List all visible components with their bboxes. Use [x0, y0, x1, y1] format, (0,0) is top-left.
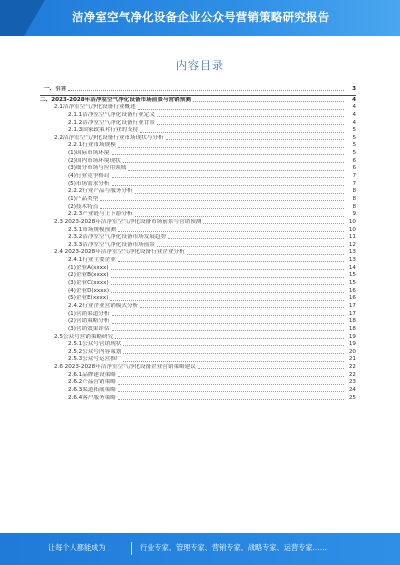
toc-dot-leader — [118, 391, 344, 392]
toc-entry[interactable] — [40, 97, 356, 105]
footer-slogan-right: 行业专家、管理专家、营销专家、战略专家、运营专家…… — [140, 543, 327, 552]
toc-page-number: 3 — [352, 86, 356, 92]
toc-dot-leader — [112, 185, 345, 186]
toc-entry-label: 2.3.2洁净室空气净化设备市场发展趋势 — [68, 234, 167, 241]
toc-dot-leader — [138, 109, 344, 110]
toc-entry[interactable] — [40, 120, 356, 128]
toc-page-number: 14 — [348, 264, 356, 271]
toc-dot-leader — [118, 384, 344, 385]
header-decoration — [0, 0, 60, 36]
toc-entry-label: (3)企业C(xxxx) — [68, 280, 109, 287]
toc-page-number: 21 — [348, 356, 356, 363]
toc-entry[interactable] — [40, 272, 356, 280]
toc-entry[interactable] — [40, 387, 356, 395]
toc-page-number: 4 — [352, 119, 356, 126]
toc-page-number: 19 — [348, 341, 356, 348]
toc-entry[interactable] — [40, 341, 356, 349]
toc-page-number: 4 — [352, 104, 356, 111]
toc-page-number: 22 — [348, 371, 356, 378]
toc-page-number: 17 — [348, 302, 356, 309]
toc-entry[interactable] — [40, 165, 356, 173]
toc-page-number: 8 — [352, 188, 356, 195]
toc-dot-leader — [118, 261, 344, 262]
toc-dot-leader — [135, 193, 344, 194]
toc-dot-leader — [112, 154, 345, 155]
toc-entry-label: (1)产品类型 — [68, 195, 99, 202]
toc-dot-leader — [166, 139, 344, 140]
toc-page-number: 13 — [348, 249, 356, 256]
toc-entry[interactable] — [40, 181, 356, 189]
toc-entry[interactable] — [40, 135, 356, 143]
toc-entry[interactable] — [40, 196, 356, 204]
toc-dot-leader — [198, 368, 344, 369]
toc-page-number: 16 — [348, 295, 356, 302]
toc-dot-leader — [115, 338, 344, 339]
toc-entry[interactable] — [40, 86, 356, 94]
toc-dot-leader — [111, 277, 344, 278]
toc-entry[interactable] — [40, 249, 356, 257]
toc-page-number: 15 — [348, 272, 356, 279]
toc-entry-label: 2.3 2023-2028年洁净室空气净化设备市场前景与营销预测 — [54, 218, 202, 225]
toc-dot-leader — [112, 315, 345, 316]
toc-page-number: 12 — [348, 241, 356, 248]
toc-page-number: 15 — [348, 280, 356, 287]
toc-page-number: 16 — [348, 287, 356, 294]
toc-entry[interactable] — [40, 234, 356, 242]
toc-page-number: 5 — [352, 134, 356, 141]
toc-page-number: 25 — [348, 394, 356, 401]
toc-entry-label: 2.2.1行业市场规模 — [68, 142, 116, 149]
toc-entry-label: (2)技术特点 — [68, 203, 99, 210]
toc-dot-leader — [100, 208, 344, 209]
toc-entry[interactable] — [40, 280, 356, 288]
toc-dot-leader — [140, 132, 344, 133]
toc-entry-label: 2.4 2023-2028年洁净室空气净化设备行业企业分析 — [54, 249, 185, 256]
toc-entry[interactable] — [40, 112, 356, 120]
toc-page-number: 6 — [352, 157, 356, 164]
toc-heading: 内容目录 — [176, 59, 224, 72]
toc-entry-label: (1)企业A(xxxx) — [68, 264, 109, 271]
footer-slogan-left: 让每个人都能成为 — [48, 543, 106, 552]
toc-dot-leader — [68, 90, 344, 91]
toc-entry[interactable] — [40, 311, 356, 319]
toc-entry-label: (2)国内市场环境现状 — [68, 157, 121, 164]
toc-entry-label: 2.1.2洁净室空气净化设备行业背景 — [68, 119, 155, 126]
toc-entry[interactable] — [40, 372, 356, 380]
toc-page-number: 11 — [348, 234, 356, 241]
toc-entry-label: (5)企业E(xxxx) — [68, 295, 109, 302]
toc-dot-leader — [135, 216, 344, 217]
toc-entry-label: 2.6.4客户服务策略 — [68, 394, 116, 401]
toc-entry[interactable] — [40, 356, 356, 364]
toc-dot-leader — [118, 231, 344, 232]
toc-entry[interactable] — [40, 318, 356, 326]
toc-entry[interactable] — [40, 158, 356, 166]
toc-entry-label: 2.6.1品牌建设策略 — [68, 371, 116, 378]
toc-page-number: 5 — [352, 150, 356, 157]
toc-entry-label: (3)营销效果评估 — [68, 325, 110, 332]
toc-entry-label: 2.6.3渠道拓展策略 — [68, 386, 116, 393]
toc-entry-label: 2.5.3公众号运营推广 — [68, 356, 122, 363]
toc-entry[interactable] — [40, 379, 356, 387]
toc-dot-leader — [128, 170, 344, 171]
toc-dot-leader — [112, 177, 345, 178]
toc-entry[interactable] — [40, 242, 356, 250]
toc-entry[interactable] — [40, 150, 356, 158]
toc-entry[interactable] — [40, 227, 356, 235]
toc-entry-label: 2.1洁净室空气净化设备行业概述 — [54, 104, 136, 111]
toc-page-number: 17 — [348, 310, 356, 317]
toc-entry[interactable] — [40, 326, 356, 334]
toc-dot-leader — [157, 116, 344, 117]
toc-entry-label: (5)市场需求分析 — [68, 180, 110, 187]
toc-page-number: 18 — [348, 318, 356, 325]
toc-entry[interactable] — [40, 142, 356, 150]
toc-entry[interactable] — [40, 288, 356, 296]
toc-entry-label: 2.4.2行业企业营销模式分析 — [68, 302, 139, 309]
toc-dot-leader — [112, 330, 345, 331]
toc-entry[interactable] — [40, 104, 356, 112]
report-title: 洁净室空气净化设备企业公众号营销策略研究报告 — [72, 10, 330, 24]
toc-page-number: 22 — [348, 364, 356, 371]
toc-dot-leader — [111, 292, 344, 293]
toc-page-number: 10 — [348, 218, 356, 225]
toc-entry-label: 2.2.2行业产品与服务分析 — [68, 188, 133, 195]
toc-entry-label: 2.3.3洁净室空气净化设备市场前景 — [68, 241, 155, 248]
toc-dot-leader — [168, 238, 344, 239]
toc-page-number: 20 — [348, 348, 356, 355]
page-footer — [0, 533, 400, 565]
toc-dot-leader — [110, 300, 344, 301]
toc-dot-leader — [111, 284, 344, 285]
toc-dot-leader — [193, 101, 344, 102]
toc-page-number: 7 — [352, 180, 356, 187]
toc-entry[interactable] — [40, 334, 356, 342]
toc-dot-leader — [187, 254, 344, 255]
toc-page-number: 4 — [352, 96, 356, 103]
toc-dot-leader — [123, 361, 344, 362]
toc-entry-label: (3)细分市场与应用领域 — [68, 165, 127, 172]
toc-dot-leader — [157, 124, 344, 125]
toc-page-number: 5 — [352, 142, 356, 149]
toc-dot-leader — [123, 353, 344, 354]
table-of-contents — [40, 86, 356, 402]
toc-page-number: 5 — [352, 127, 356, 134]
toc-entry[interactable] — [40, 349, 356, 357]
toc-page-number: 23 — [348, 379, 356, 386]
toc-dot-leader — [140, 307, 344, 308]
toc-entry-label: 二、2023-2028年洁净室空气净化设备市场前景与营销预测 — [40, 96, 191, 103]
toc-entry-label: 2.4.1行业主要企业 — [68, 257, 116, 264]
toc-page-number: 8 — [352, 195, 356, 202]
toc-entry[interactable] — [40, 204, 356, 212]
toc-dot-leader — [118, 376, 344, 377]
toc-page-number: 8 — [352, 203, 356, 210]
toc-entry-label: 2.3.1市场规模预测 — [68, 226, 116, 233]
toc-entry-label: 2.5.1公众号营销现状 — [68, 341, 122, 348]
toc-dot-leader — [123, 345, 344, 346]
toc-entry-label: 2.1.3国家政策对行业的支持 — [68, 127, 139, 134]
page-header — [0, 0, 400, 36]
toc-page-number: 18 — [348, 325, 356, 332]
toc-page-number: 6 — [352, 165, 356, 172]
toc-entry[interactable] — [40, 257, 356, 265]
toc-entry-label: 2.2洁净室空气净化设备行业市场现状与分析 — [54, 134, 164, 141]
toc-entry-label: (1)国际市场环境 — [68, 150, 110, 157]
toc-entry-label: (4)企业D(xxxx) — [68, 287, 110, 294]
toc-page-number: 7 — [352, 173, 356, 180]
toc-page-number: 9 — [352, 211, 356, 218]
toc-entry[interactable] — [40, 211, 356, 219]
toc-entry-label: (2)企业B(xxxx) — [68, 272, 109, 279]
toc-entry[interactable] — [40, 395, 356, 403]
toc-page-number: 19 — [348, 333, 356, 340]
toc-dot-leader — [118, 147, 344, 148]
toc-entry[interactable] — [40, 173, 356, 181]
toc-dot-leader — [112, 323, 345, 324]
toc-dot-leader — [157, 246, 344, 247]
toc-entry[interactable] — [40, 188, 356, 196]
toc-entry-label: 2.5公众号营销策略研究 — [54, 333, 114, 340]
toc-page-number: 4 — [352, 111, 356, 118]
toc-dot-leader — [111, 269, 344, 270]
toc-entry-label: 2.6.2产品营销策略 — [68, 379, 116, 386]
toc-entry-label: 2.5.2公众号内容策划 — [68, 348, 122, 355]
toc-entry[interactable] — [40, 295, 356, 303]
toc-entry[interactable] — [40, 219, 356, 227]
toc-entry-label: 2.1.1洁净室空气净化设备行业定义 — [68, 111, 155, 118]
toc-page-number: 24 — [348, 386, 356, 393]
toc-page-number: 13 — [348, 257, 356, 264]
toc-entry[interactable] — [40, 364, 356, 372]
toc-dot-leader — [100, 200, 344, 201]
toc-separator — [40, 95, 356, 96]
toc-entry-label: (2)营销策略分析 — [68, 318, 110, 325]
toc-entry[interactable] — [40, 303, 356, 311]
toc-page-number: 10 — [348, 226, 356, 233]
footer-divider — [131, 542, 132, 555]
toc-dot-leader — [118, 399, 344, 400]
toc-entry-label: (4)行业竞争格局 — [68, 173, 110, 180]
toc-entry[interactable] — [40, 127, 356, 135]
toc-entry-label: 一、引言 — [44, 86, 67, 92]
toc-entry-label: 2.2.3产业链与上下游分析 — [68, 211, 133, 218]
toc-entry-label: 2.6 2023-2028年洁净室空气净化设备企业营销策略建议 — [54, 364, 196, 371]
toc-entry-label: (1)营销渠道分析 — [68, 310, 110, 317]
toc-entry[interactable] — [40, 265, 356, 273]
toc-dot-leader — [203, 223, 344, 224]
toc-dot-leader — [123, 162, 344, 163]
